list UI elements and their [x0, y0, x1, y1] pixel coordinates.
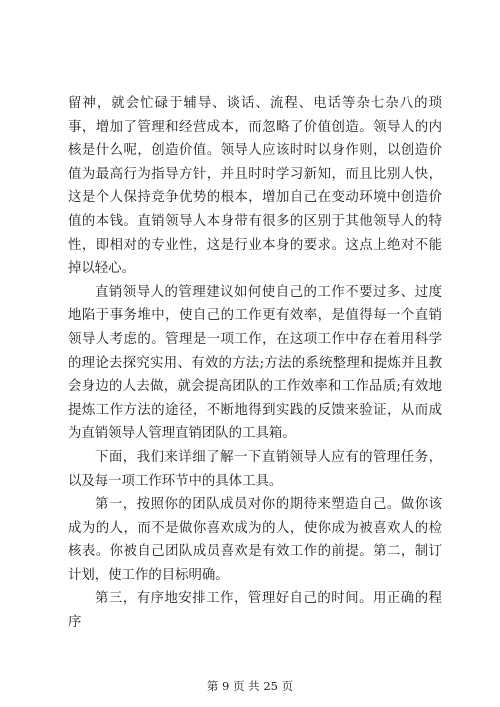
document-body	[68, 92, 442, 635]
paragraph-4: 第一，按照你的团队成员对你的期待来塑造自己。做你该成为的人，而不是做你喜欢成为的人，使你成为被喜欢人的检核表。你被自己团队成员喜欢是有效工作的前提。第二，制订计划，使工作的目标明确。	[68, 497, 442, 583]
paragraph-5: 第三，有序地安排工作，管理好自己的时间。用正确的程序	[68, 591, 442, 631]
paragraph-3: 下面，我们来详细了解一下直销领导人应有的管理任务，以及每一项工作环节中的具体工具。	[68, 449, 442, 489]
page-footer: 第 9 页 共 25 页	[206, 679, 294, 693]
paragraph-2: 直销领导人的管理建议如何使自己的工作不要过多、过度地陷于事务堆中，使自己的工作更有效率，是值得每一个直销领导人考虑的。管理是一项工作，在这项工作中存在着用科学的理论去探究实用、有效的方法;方法的系统整理和提炼并且教会身边的人去做，就会提高团队的工作效率和工作品质;有效地提炼工作方法的途径，不断地得到实践的反馈来验证，从而成为直销领导人管理直销团队的工具箱。	[68, 284, 442, 442]
paragraph-1: 留神，就会忙碌于辅导、谈话、流程、电话等杂七杂八的琐事，增加了管理和经营成本，而忽略了价值创造。领导人的内核是什么呢，创造价值。领导人应该时时以身作则，以创造价值为最高行为指导方针，并且时时学习新知，而且比别人快，这是个人保持竞争优势的根本，增加自己在变动环境中创造价值的本钱。直销领导人本身带有很多的区别于其他领导人的特性，即相对的专业性，这是行业本身的要求。这点上绝对不能掉以轻心。	[68, 96, 442, 277]
